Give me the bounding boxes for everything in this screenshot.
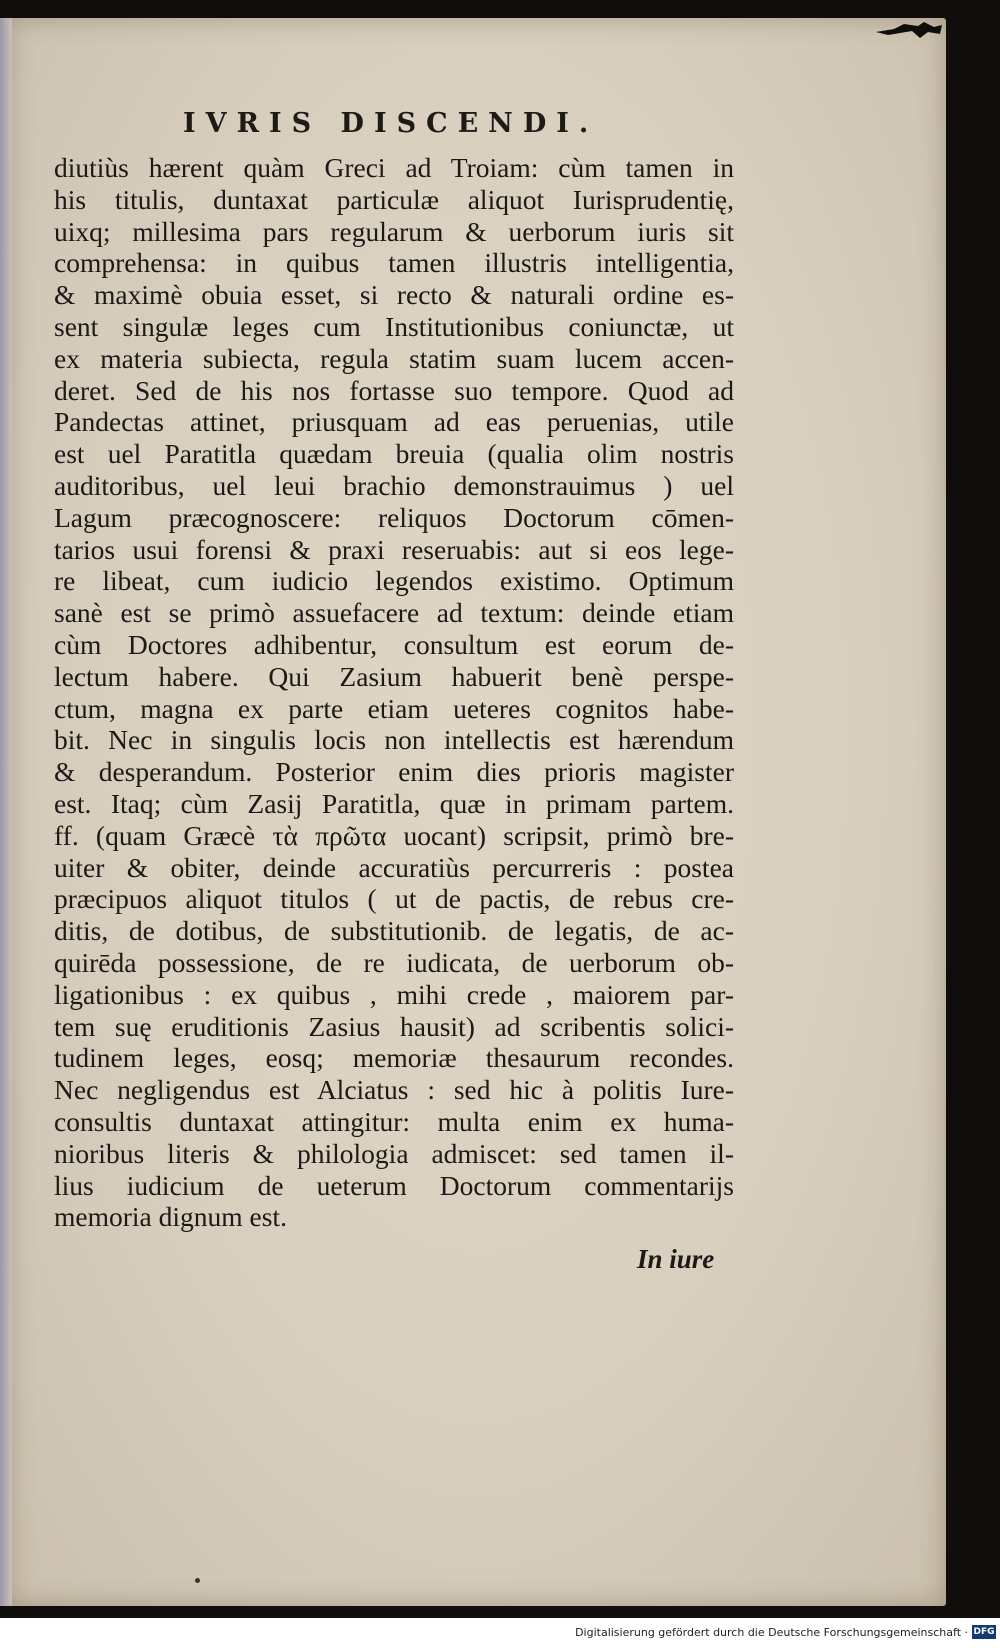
catchword: In iure <box>637 1244 715 1274</box>
text-line: tudinem leges, eosq; memoriæ thesaurum recondes. <box>54 1042 734 1074</box>
text-line: auditoribus, uel leui brachio demonstrauimus ) uel <box>54 469 734 501</box>
text-line: cùm Doctores adhibentur, consultum est eorum de- <box>54 628 734 660</box>
text-line: & desperandum. Posterior enim dies prioris magister <box>54 756 734 788</box>
text-line: uiter & obiter, deinde accuratiùs percurreris : postea <box>54 851 734 883</box>
page-left-edge <box>0 18 12 1606</box>
text-line: comprehensa: in quibus tamen illustris intelligentia, <box>54 247 734 279</box>
text-line: Nec negligendus est Alciatus : sed hic à politis Iure- <box>54 1074 734 1106</box>
text-line: his titulis, duntaxat particulæ aliquot Iurisprudentię, <box>54 183 734 215</box>
text-line: sent singulæ leges cum Institutionibus coniunctæ, ut <box>54 310 734 342</box>
text-line: ex materia subiecta, regula statim suam lucem accen- <box>54 342 734 374</box>
text-line: Pandectas attinet, priusquam ad eas peruenias, utile <box>54 406 734 438</box>
text-line: ligationibus : ex quibus , mihi crede , maiorem par- <box>54 978 734 1010</box>
text-line: sanè est se primò assuefacere ad textum: deinde etiam <box>54 597 734 629</box>
running-head: IVRIS DISCENDI. <box>183 108 599 139</box>
text-line: ctum, magna ex parte etiam ueteres cognitos habe- <box>54 692 734 724</box>
ink-blot-icon <box>874 20 944 40</box>
text-line: lectum habere. Qui Zasium habuerit benè perspe- <box>54 660 734 692</box>
text-line: consultis duntaxat attingitur: multa enim ex huma- <box>54 1105 734 1137</box>
text-line: ditis, de dotibus, de substitutionib. de legatis, de ac- <box>54 915 734 947</box>
text-line: Lagum præcognoscere: reliquos Doctorum cōmen- <box>54 501 734 533</box>
text-line: tem suę eruditionis Zasius hausit) ad scribentis solici- <box>54 1010 734 1042</box>
text-line: est uel Paratitla quædam breuia (qualia olim nostris <box>54 438 734 470</box>
text-line: diutiùs hærent quàm Greci ad Troiam: cùm tamen in <box>54 152 734 183</box>
footer-bar <box>0 1618 1000 1648</box>
dfg-logo-icon: DFG <box>973 1627 995 1637</box>
text-line: & maximè obuia esset, si recto & naturali ordine es- <box>54 279 734 311</box>
text-line: præcipuos aliquot titulos ( ut de pactis, de rebus cre- <box>54 883 734 915</box>
footer-credit: Digitalisierung gefördert durch die Deutsche Forschungsgemeinschaft · <box>575 1626 968 1639</box>
paper-speck <box>195 1578 200 1583</box>
text-line: tarios usui forensi & praxi reseruabis: aut si eos lege- <box>54 533 734 565</box>
text-line: uixq; millesima pars regularum & uerborum iuris sit <box>54 215 734 247</box>
text-line: quirēda possessione, de re iudicata, de uerborum ob- <box>54 946 734 978</box>
text-line: re libeat, cum iudicio legendos existimo. Optimum <box>54 565 734 597</box>
text-line: est. Itaq; cùm Zasij Paratitla, quæ in primam partem. <box>54 787 734 819</box>
text-line: nioribus literis & philologia admiscet: sed tamen il- <box>54 1137 734 1169</box>
text-line: ff. (quam Græcè τὰ πρῶτα uocant) scripsit, primò bre- <box>54 819 734 851</box>
text-line: bit. Nec in singulis locis non intellectis est hærendum <box>54 724 734 756</box>
body-text <box>54 152 734 1233</box>
text-line: memoria dignum est. <box>54 1201 287 1233</box>
text-line: deret. Sed de his nos fortasse suo tempore. Quod ad <box>54 374 734 406</box>
text-line: lius iudicium de ueterum Doctorum commentarijs <box>54 1169 734 1201</box>
